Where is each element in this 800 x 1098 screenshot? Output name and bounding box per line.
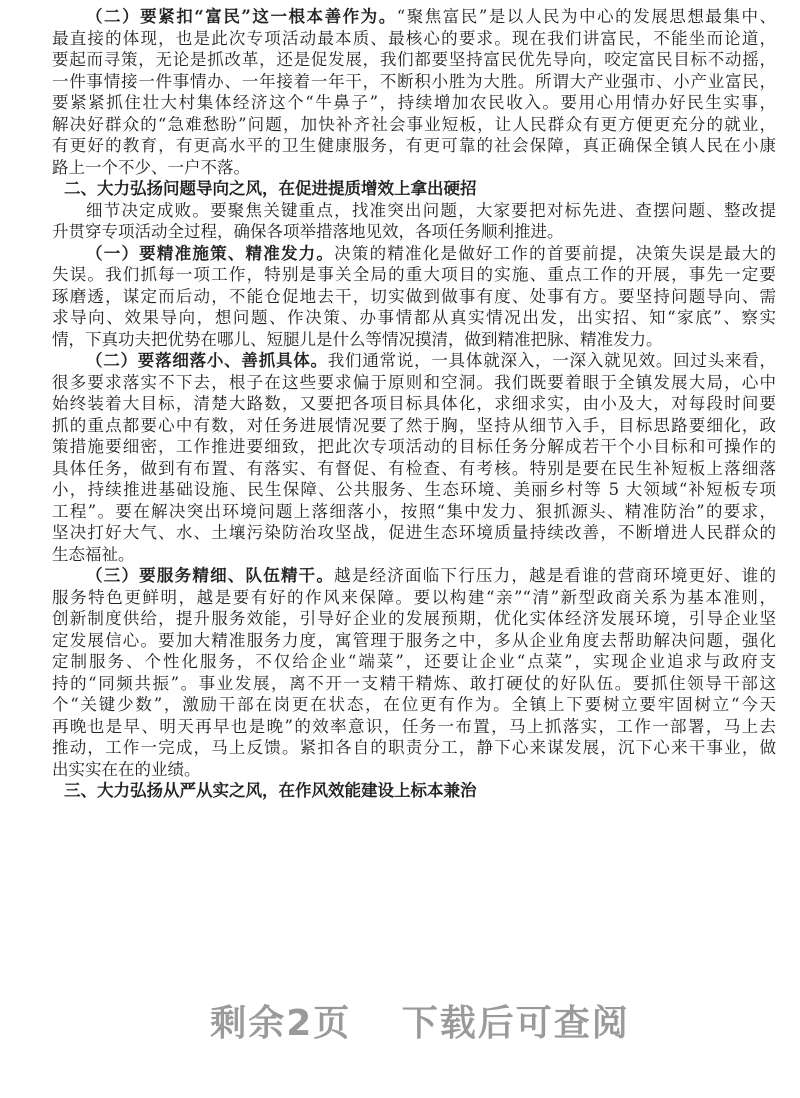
paragraph-line bbox=[52, 522, 776, 544]
line-text: 定制服务、个性化服务，不仅给企业“端菜”，还要让企业“点菜”，实现企业追求与政府支 bbox=[52, 652, 776, 671]
paragraph-line bbox=[52, 329, 776, 351]
document-body bbox=[52, 6, 776, 802]
paragraph-lead: （一）要精准施策、精准发力。 bbox=[86, 243, 335, 263]
paragraph-line bbox=[52, 501, 776, 523]
paragraph-line bbox=[52, 565, 776, 587]
paragraph-line bbox=[52, 436, 776, 458]
paragraph-line bbox=[52, 694, 776, 716]
line-text: 解决好群众的“急难愁盼”问题，加快补齐社会事业短板，让人民群众有更方便更充分的就业， bbox=[52, 114, 776, 134]
line-text: 服务特色更鲜明，越是要有好的作风来保障。要以构建“亲”“清”新型政商关系为基本准则， bbox=[52, 587, 776, 607]
paragraph-line bbox=[52, 157, 776, 179]
download-to-view-text[interactable]: 下载后可查阅 bbox=[401, 1003, 630, 1044]
paragraph-line bbox=[52, 587, 776, 609]
line-text: 情，下真功夫把优势在哪儿、短腿儿是什么等情况摸清，做到精准把脉、精准发力。 bbox=[52, 329, 663, 349]
paragraph-line bbox=[52, 135, 776, 157]
remaining-pages-text: 剩余2页 bbox=[210, 1003, 352, 1044]
line-text: 最直接的体现，也是此次专项活动最本质、最核心的要求。现在我们讲富民，不能坐而论道， bbox=[52, 28, 776, 48]
paragraph-line bbox=[52, 544, 776, 566]
line-text: 求导向、效果导向，想问题、作决策、办事情都从真实情况出发，出实招、知“家底”、察实 bbox=[52, 308, 776, 327]
line-text: 创新制度供给，提升服务效能，引导好企业的发展预期，优化实体经济发展环境，引导企业坚 bbox=[52, 609, 776, 628]
paragraph-line bbox=[52, 49, 776, 71]
line-text: 再晚也是早、明天再早也是晚”的效率意识，任务一布置，马上抓落实，工作一部署，马上去 bbox=[52, 716, 776, 736]
line-text: “聚焦富民”是以人民为中心的发展思想最集中、 bbox=[396, 7, 777, 26]
line-text: 生态福祉。 bbox=[52, 544, 135, 564]
paragraph-line bbox=[52, 307, 776, 329]
paragraph-line bbox=[52, 608, 776, 630]
paragraph-line bbox=[52, 71, 776, 93]
line-text: 有更好的教育，有更高水平的卫生健康服务，有更可靠的社会保障，真正确保全镇人民在小康 bbox=[52, 136, 776, 155]
line-text: 出实实在在的业绩。 bbox=[52, 759, 201, 779]
paragraph-line bbox=[52, 114, 776, 136]
line-text: 小，持续推进基础设施、民生保障、公共服务、生态环境、美丽乡村等 5 大领域“补短板专项 bbox=[52, 480, 776, 499]
paragraph-line bbox=[52, 221, 776, 243]
line-text: 持的“同频共振”。事业发展，离不开一支精干精炼、敢打硬仗的好队伍。要抓住领导干部这 bbox=[52, 673, 776, 693]
paragraph-line bbox=[52, 92, 776, 114]
paragraph-line bbox=[52, 651, 776, 673]
line-text: 一件事情接一件事情办、一年接着一年干，不断积小胜为大胜。所谓大产业强市、小产业富民， bbox=[52, 71, 776, 91]
paragraph-lead: （三）要服务精细、队伍精干。 bbox=[86, 566, 335, 585]
line-text: 琢磨透，谋定而后动，不能仓促地去干，切实做到做事有度、处事有方。要坚持问题导向、需 bbox=[52, 286, 776, 306]
paragraph-line bbox=[52, 264, 776, 286]
paragraph-line bbox=[52, 479, 776, 501]
section-heading: 三、大力弘扬从严从实之风，在作风效能建设上标本兼治 bbox=[64, 781, 477, 800]
line-text: 推动，工作一完成，马上反馈。紧扣各自的职责分工，静下心来谋发展，沉下心来干事业，做 bbox=[52, 738, 776, 757]
line-text: 我们通常说，一具体就深入，一深入就见效。回过头来看， bbox=[327, 351, 777, 370]
paragraph-line bbox=[52, 458, 776, 480]
paragraph-line bbox=[52, 243, 776, 265]
line-text: 要起而寻策，无论是抓改革，还是促发展，我们都要坚持富民优先导向，咬定富民目标不动摇， bbox=[52, 50, 776, 69]
line-text: 具体任务，做到有布置、有落实、有督促、有检查、有考核。特别是要在民生补短板上落细落 bbox=[52, 458, 776, 478]
paragraph-line bbox=[52, 393, 776, 415]
line-text: 很多要求落实不下去，根子在这些要求偏于原则和空洞。我们既要着眼于全镇发展大局，心中 bbox=[52, 372, 776, 392]
paragraph-line bbox=[52, 415, 776, 437]
paragraph-line bbox=[52, 716, 776, 738]
line-text: 策措施要细密，工作推进要细致，把此次专项活动的目标任务分解成若干个小目标和可操作的 bbox=[52, 437, 776, 456]
paragraph-line bbox=[52, 200, 776, 222]
line-text: 坚决打好大气、水、土壤污染防治攻坚战，促进生态环境质量持续改善，不断增进人民群众的 bbox=[52, 523, 776, 542]
line-text: 要紧紧抓住壮大村集体经济这个“牛鼻子”，持续增加农民收入。要用心用情办好民生实事， bbox=[52, 93, 776, 112]
line-text: 个“关键少数”，激励干部在岗更在状态，在位更有作为。全镇上下要树立要牢固树立“今天 bbox=[52, 695, 776, 714]
paragraph-line bbox=[52, 350, 776, 372]
section-heading: 二、大力弘扬问题导向之风，在促进提质增效上拿出硬招 bbox=[64, 179, 477, 198]
paragraph-lead: （二）要紧扣“富民”这一根本善作为。 bbox=[86, 7, 397, 26]
line-text: 升贯穿专项活动全过程，确保各项举措落地见效，各项任务顺利推进。 bbox=[52, 222, 564, 241]
line-text: 决策的精准化是做好工作的首要前提，决策失误是最大的 bbox=[334, 243, 777, 263]
line-text: 始终装着大目标，清楚大路数，又要把各项目标具体化，求细求实，由小及大，对每段时间要 bbox=[52, 394, 776, 413]
line-text: 失误。我们抓每一项工作，特别是事关全局的重大项目的实施、重点工作的开展，事先一定要 bbox=[52, 265, 776, 284]
paragraph-line bbox=[52, 28, 776, 50]
paragraph-line bbox=[52, 737, 776, 759]
paragraph-lead: （二）要落细落小、善抓具体。 bbox=[86, 351, 328, 370]
line-text: 细节决定成败。要聚焦关键重点，找准突出问题，大家要把对标先进、查摆问题、整改提 bbox=[86, 200, 776, 220]
paragraph-line bbox=[52, 630, 776, 652]
line-text: 定发展信心。要加大精准服务力度，寓管理于服务之中，多从企业角度去帮助解决问题，强化 bbox=[52, 630, 776, 650]
paragraph-line bbox=[52, 673, 776, 695]
download-prompt[interactable] bbox=[0, 995, 800, 1046]
line-text: 抓的重点都要心中有数，对任务进展情况要了然于胸，坚持从细节入手，目标思路要细化，政 bbox=[52, 415, 776, 435]
line-text: 路上一个不少、一户不落。 bbox=[52, 157, 250, 177]
paragraph-line bbox=[52, 372, 776, 394]
paragraph-line bbox=[52, 286, 776, 308]
paragraph-line bbox=[52, 6, 776, 28]
paragraph-line bbox=[52, 759, 776, 781]
line-text: 越是经济面临下行压力，越是看谁的营商环境更好、谁的 bbox=[334, 566, 777, 585]
line-text: 工程”。要在解决突出环境问题上落细落小，按照“集中发力、狠抓源头、精准防治”的要求， bbox=[52, 501, 776, 521]
